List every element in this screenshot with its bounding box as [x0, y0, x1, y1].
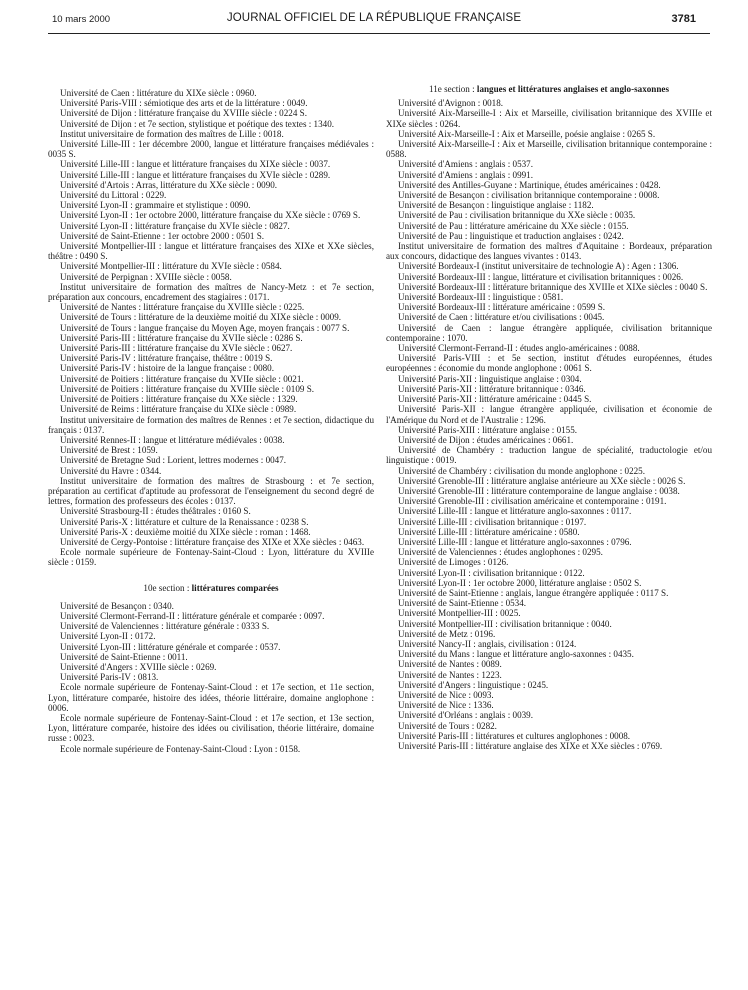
entry: Université de Reims : littérature française du XIXe siècle : 0989.: [60, 404, 297, 415]
entry: Université d'Orléans : anglais : 0039.: [398, 710, 533, 721]
entry: Université de Nantes : 1223.: [398, 669, 502, 680]
entry: Université Strasbourg-II : études théâtrales : 0160 S.: [60, 506, 251, 517]
entry: Université Paris-VIII : sémiotique des arts et de la littérature : 0049.: [60, 98, 308, 109]
entry: Université Paris-III : littérature française du XVIIe siècle : 0286 S.: [60, 332, 303, 343]
section-10-entries: [48, 601, 374, 754]
entry: Université de Nantes : littérature française du XVIIIe siècle : 0225.: [60, 302, 305, 313]
header-rule: [48, 33, 710, 34]
entry: Université de Pau : littérature américaine du XXe siècle : 0155.: [398, 220, 629, 231]
section-11-prefix: 11e section :: [429, 84, 477, 94]
entry: Université du Havre : 0344.: [60, 465, 162, 476]
section-10-prefix: 10e section :: [143, 582, 192, 593]
entry: Université de Chambéry : traduction langue de spécialité, traductologie et/ou linguistique : 0019.: [386, 445, 712, 466]
entry: Université Paris-XII : littérature britannique : 0346.: [398, 383, 586, 394]
entry: Université de Pau : linguistique et traduction anglaises : 0242.: [398, 230, 624, 241]
entry: Université Paris-XII : linguistique anglaise : 0304.: [398, 373, 582, 384]
entry: Université Montpellier-III : littérature du XVIe siècle : 0584.: [60, 261, 282, 272]
entry: Université de Nice : 0093.: [398, 689, 494, 700]
entry: Ecole normale supérieure de Fontenay-Saint-Cloud : et 17e section, et 13e section, Lyon, littérature comparée, histoire des idées ou civilisation, théorie littéraire, domaine russe : 0023.: [48, 712, 374, 744]
entry: Institut universitaire de formation des maîtres de Nancy-Metz : et 7e section, préparation aux concours, encadrement des stagiaires : 0171.: [48, 281, 374, 303]
spacer: [48, 593, 374, 601]
entry: Université Lyon-II : littérature française du XVIe siècle : 0827.: [60, 220, 290, 231]
entry: Université Lille-III : civilisation britannique : 0197.: [398, 516, 587, 527]
entry: Université du Mans : langue et littérature anglo-saxonnes : 0435.: [398, 649, 634, 660]
entry: Université Grenoble-III : littérature anglaise antérieure au XXe siècle : 0026 S.: [398, 475, 686, 486]
page-header: [0, 0, 748, 40]
entry: Institut universitaire de formation des maîtres de Strasbourg : et 7e section, préparation au certificat d'aptitude au professorat de l'enseignement du second degré de lettres, formation des professeurs des écoles : 0137.: [48, 475, 374, 507]
entry: Université de Tours : 0282.: [398, 720, 497, 731]
entry: Université de Bretagne Sud : Lorient, lettres modernes : 0047.: [60, 455, 287, 466]
entry: Université Paris-IV : histoire de la langue française : 0080.: [60, 363, 274, 374]
right-column: [386, 84, 712, 751]
entry: Université Paris-X : littérature et culture de la Renaissance : 0238 S.: [60, 516, 309, 527]
section-10-title: littératures comparées: [191, 582, 279, 593]
entry: Université de Cergy-Pontoise : littérature française des XIXe et XXe siècles : 0463.: [60, 536, 365, 547]
entry: Université de Perpignan : XVIIIe siècle : 0058.: [60, 271, 232, 282]
entry: Université Lille-III : littérature américaine : 0580.: [398, 526, 580, 537]
entry: Université Lyon-II : 1er octobre 2000, littérature française du XXe siècle : 0769 S.: [60, 210, 361, 221]
entry: Université des Antilles-Guyane : Martinique, études américaines : 0428.: [398, 179, 661, 190]
entry: Université Paris-IV : littérature française, théâtre : 0019 S.: [60, 353, 273, 364]
entry: Université Montpellier-III : 0025.: [398, 608, 521, 619]
entry: Université Montpellier-III : langue et littérature françaises des XIXe et XXe siècles, théâtre : 0490 S.: [48, 241, 374, 262]
entry: Université de Saint-Etienne : 0534.: [398, 598, 527, 609]
entry: Université Paris-XII : littérature américaine : 0445 S.: [398, 394, 592, 405]
entry: Université de Metz : 0196.: [398, 628, 496, 639]
entry: Université de Limoges : 0126.: [398, 557, 509, 568]
entry: Université de Caen : littérature du XIXe siècle : 0960.: [60, 88, 257, 98]
entry: Ecole normale supérieure de Fontenay-Saint-Cloud : et 17e section, et 11e section, Lyon, littérature comparée, histoire des idées, théorie littéraire, domaine anglophone : 0006.: [48, 682, 374, 713]
entry: Université de Chambéry : civilisation du monde anglophone : 0225.: [398, 465, 646, 476]
entry: Université Lyon-II : 1er octobre 2000, littérature anglaise : 0502 S.: [398, 577, 642, 588]
entry: Université de Valenciennes : littérature générale : 0333 S.: [60, 621, 270, 632]
entry: Université de Tours : littérature de la deuxième moitié du XIXe siècle : 0009.: [60, 312, 342, 323]
entry: Université de Nice : 1336.: [398, 700, 494, 711]
entry: Université Nancy-II : anglais, civilisation : 0124.: [398, 638, 577, 649]
entry: Université d'Artois : Arras, littérature du XXe siècle : 0090.: [60, 179, 278, 190]
entry: Université Lille-III : 1er décembre 2000, langue et littérature françaises médiévales : 0035 S.: [48, 139, 374, 160]
entry: Université Paris-XII : langue étrangère appliquée, civilisation et économie de l'Amérique du Nord et de l'Australie : 1296.: [386, 404, 712, 425]
entry: Université Rennes-II : langue et littérature médiévales : 0038.: [60, 434, 285, 445]
entry: Université d'Angers : linguistique : 0245.: [398, 679, 549, 690]
entry: Université de Brest : 1059.: [60, 445, 158, 456]
entry: Université Lille-III : langue et littérature françaises du XIXe siècle : 0037.: [60, 159, 331, 170]
entry: Université Aix-Marseille-I : Aix et Marseille, civilisation britannique contemporaine : 0588.: [386, 139, 712, 160]
entry: Université Aix-Marseille-I : Aix et Marseille, poésie anglaise : 0265 S.: [398, 128, 656, 139]
entry: Université Bordeaux-III : littérature américaine : 0599 S.: [398, 302, 606, 313]
header-page-number: 3781: [671, 13, 696, 25]
entry: Université d'Amiens : anglais : 0991.: [398, 169, 533, 180]
entry: Université de Saint-Etienne : 0011.: [60, 651, 188, 662]
entry: Université de Poitiers : littérature française du XVIIIe siècle : 0109 S.: [60, 383, 315, 394]
section-11-heading: [386, 84, 712, 94]
entry: Université de Besançon : 0340.: [60, 600, 174, 611]
entry: Université Lyon-II : civilisation britannique : 0122.: [398, 567, 585, 578]
entry: Université de Saint-Etienne : 1er octobre 2000 : 0501 S.: [60, 230, 265, 241]
section-10-heading: [48, 583, 374, 593]
entry: Université d'Avignon : 0018.: [398, 98, 504, 109]
entry: Université Paris-VIII : et 5e section, institut d'études européennes, études européennes : économie du monde anglophone : 0061 S.: [386, 353, 712, 374]
entry: Université Grenoble-III : littérature contemporaine de langue anglaise : 0038.: [398, 485, 680, 496]
entry: Université Montpellier-III : civilisation britannique : 0040.: [398, 618, 612, 629]
entry: Université Paris-XIII : littérature anglaise : 0155.: [398, 424, 578, 435]
entry: Université d'Angers : XVIIIe siècle : 0269.: [60, 661, 217, 672]
entry: Institut universitaire de formation des maîtres de Rennes : et 7e section, didactique du français : 0137.: [48, 414, 374, 435]
spacer: [48, 568, 374, 583]
entry: Université Paris-X : deuxième moitié du XIXe siècle : roman : 1468.: [60, 526, 311, 537]
entry: Université de Dijon : études américaines : 0661.: [398, 434, 574, 445]
section-11-title: langues et littératures anglaises et anglo-saxonnes: [476, 84, 669, 94]
entry: Institut universitaire de formation des maîtres d'Aquitaine : Bordeaux, préparation aux concours, didactique des langues vivantes : 0143.: [386, 241, 712, 262]
entry: Université de Valenciennes : études anglophones : 0295.: [398, 547, 603, 558]
left-column: [48, 88, 374, 754]
entry: Université de Nantes : 0089.: [398, 659, 502, 670]
entry: Université Paris-III : littérature française du XVIe siècle : 0627.: [60, 343, 293, 354]
entry: Université Lille-III : langue et littérature anglo-saxonnes : 0796.: [398, 536, 632, 547]
left-entries: [48, 88, 374, 568]
entry: Université Bordeaux-III : linguistique : 0581.: [398, 292, 564, 303]
entry: Université Lille-III : langue et littérature anglo-saxonnes : 0117.: [398, 506, 632, 517]
entry: Institut universitaire de formation des maîtres de Lille : 0018.: [60, 128, 284, 139]
entry: Université de Dijon : et 7e section, stylistique et poétique des textes : 1340.: [60, 118, 335, 129]
entry: Université de Dijon : littérature française du XVIIIe siècle : 0224 S.: [60, 108, 307, 119]
entry: Ecole normale supérieure de Fontenay-Saint-Cloud : Lyon : 0158.: [60, 743, 301, 754]
entry: Université Bordeaux-I (institut universitaire de technologie A) : Agen : 1306.: [398, 261, 679, 272]
entry: Université Paris-III : littérature anglaise des XIXe et XXe siècles : 0769.: [398, 741, 663, 751]
entry: Université de Saint-Etienne : anglais, langue étrangère appliquée : 0117 S.: [398, 587, 669, 598]
entry: Université de Caen : littérature et/ou civilisations : 0045.: [398, 312, 605, 323]
entry: Université de Poitiers : littérature française du XXe siècle : 1329.: [60, 394, 298, 405]
entry: Ecole normale supérieure de Fontenay-Saint-Cloud : Lyon, littérature du XVIIIe siècle : 0159.: [48, 547, 374, 568]
section-11-entries: [386, 98, 712, 751]
entry: Université Grenoble-III : civilisation américaine et contemporaine : 0191.: [398, 496, 667, 507]
entry: Université Paris-IV : 0813.: [60, 672, 159, 683]
entry: Université Paris-III : littératures et cultures anglophones : 0008.: [398, 730, 631, 741]
header-date: 10 mars 2000: [52, 14, 111, 25]
entry: Université Lyon-II : 0172.: [60, 631, 156, 642]
entry: Université Lyon-III : littérature générale et comparée : 0537.: [60, 641, 281, 652]
entry: Université de Besançon : linguistique anglaise : 1182.: [398, 200, 594, 211]
entry: Université du Littoral : 0229.: [60, 190, 167, 201]
entry: Université Bordeaux-III : littérature britannique des XVIIIe et XIXe siècles : 0040 S.: [398, 281, 708, 292]
entry: Université Lille-III : langue et littérature françaises du XVIe siècle : 0289.: [60, 169, 331, 180]
entry: Université de Poitiers : littérature française du XVIIe siècle : 0021.: [60, 373, 304, 384]
entry: Université Bordeaux-III : langue, littérature et civilisation britanniques : 0026.: [398, 271, 684, 282]
entry: Université de Tours : langue française du Moyen Age, moyen français : 0077 S.: [60, 322, 350, 333]
entry: Université Aix-Marseille-I : Aix et Marseille, civilisation britannique des XVIIIe et XIXe siècles : 0264.: [386, 108, 712, 129]
entry: Université Lyon-II : grammaire et stylistique : 0090.: [60, 200, 251, 211]
entry: Université Clermont-Ferrand-II : littérature générale et comparée : 0097.: [60, 610, 325, 621]
entry: Université de Besançon : civilisation britannique contemporaine : 0008.: [398, 190, 660, 201]
entry: Université de Caen : langue étrangère appliquée, civilisation britannique contemporaine : 1070.: [386, 322, 712, 343]
entry: Université Clermont-Ferrand-II : études anglo-américaines : 0088.: [398, 343, 640, 354]
entry: Université de Pau : civilisation britannique du XXe siècle : 0035.: [398, 210, 636, 221]
header-title: JOURNAL OFFICIEL DE LA RÉPUBLIQUE FRANÇAISE: [226, 12, 522, 24]
entry: Université d'Amiens : anglais : 0537.: [398, 159, 533, 170]
